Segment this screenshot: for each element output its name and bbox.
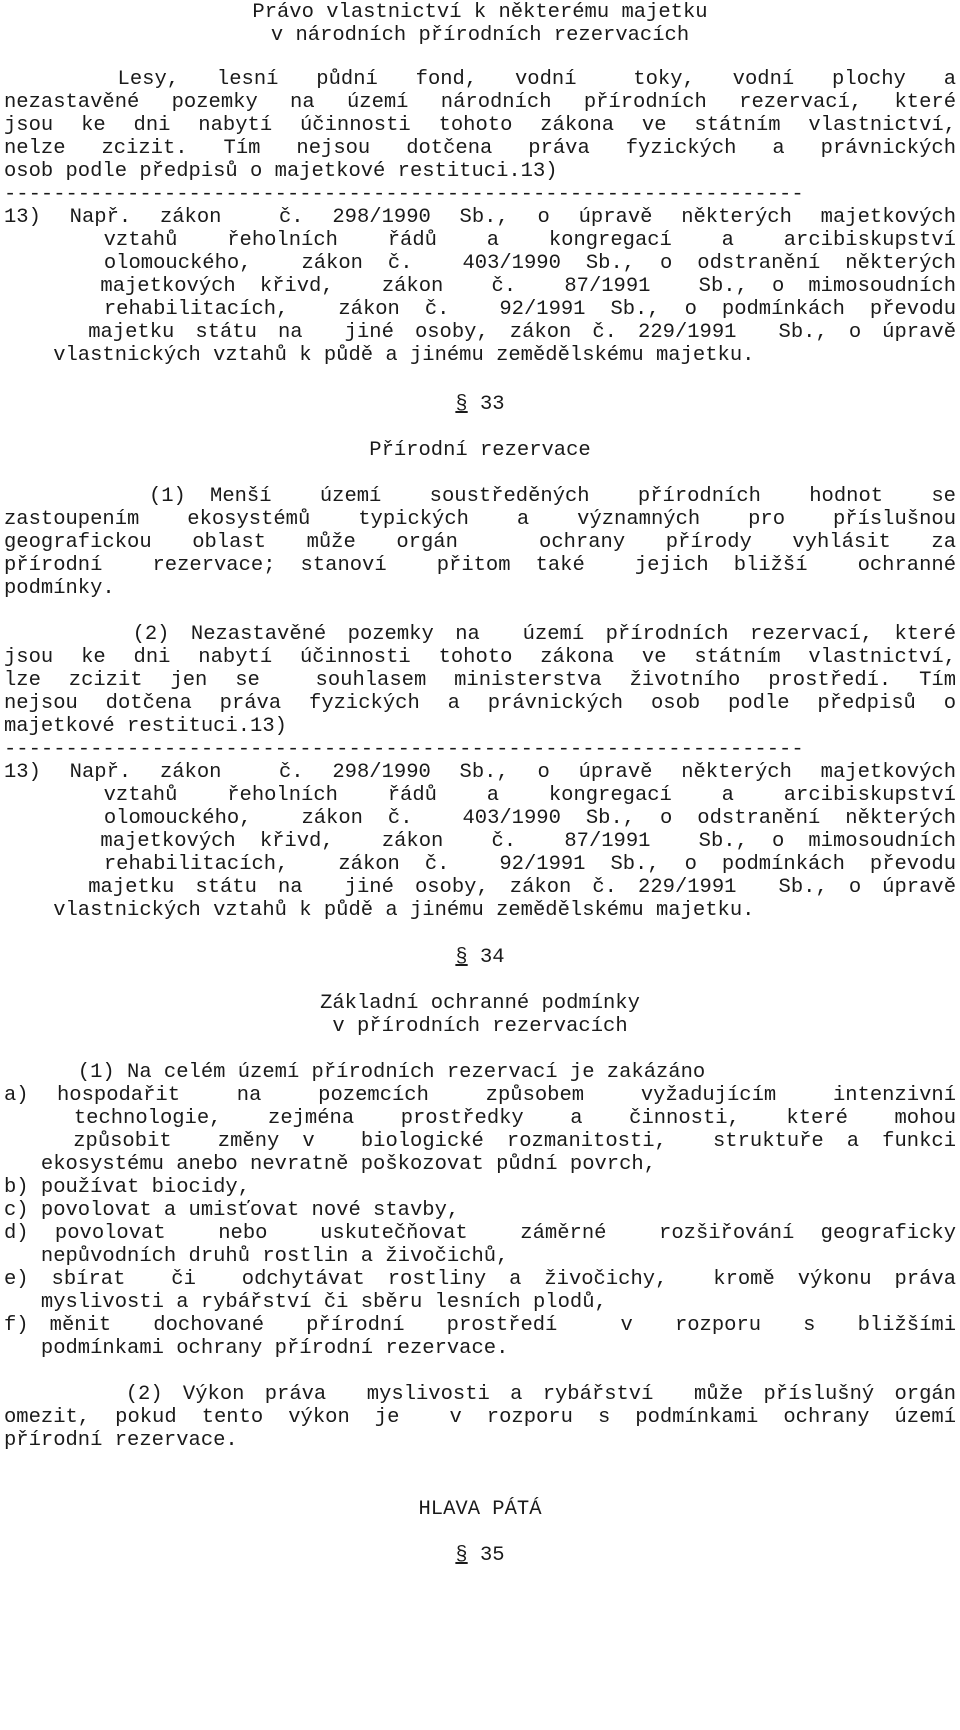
section-sign: § — [455, 946, 468, 969]
list-item-line: podmínkami ochrany přírodní rezervace. — [4, 1337, 509, 1360]
footnote-line: majetku státu na jiné osoby, zákon č. 229/1991 Sb., o úpravě — [4, 321, 956, 344]
footnote-line: olomouckého, zákon č. 403/1990 Sb., o odstranění některých — [4, 252, 956, 275]
footnote-line: olomouckého, zákon č. 403/1990 Sb., o odstranění některých — [4, 807, 956, 830]
section-title-line2: v národních přírodních rezervacích — [270, 24, 690, 47]
body-line: nezastavěné pozemky na území národních přírodních rezervací, které — [4, 91, 956, 114]
footnote-line: vlastnických vztahů k půdě a jinému zemědělskému majetku. — [4, 344, 755, 367]
list-item-line: e) sbírat či odchytávat rostliny a živočichy, kromě výkonu práva — [4, 1268, 956, 1291]
body-line: podmínky. — [4, 577, 115, 600]
paragraph-number-34 — [0, 945, 960, 970]
body-line: nelze zcizit. Tím nejsou dotčena práva fyzických a právnických — [4, 137, 956, 160]
list-item-line: b) používat biocidy, — [4, 1176, 251, 1199]
footnote-line: rehabilitacích, zákon č. 92/1991 Sb., o podmínkách převodu — [4, 853, 956, 876]
footnote-line: vztahů řeholních řádů a kongregací a arcibiskupství — [4, 229, 956, 252]
paragraph-number: 35 — [480, 1544, 505, 1567]
paragraph-number: 34 — [480, 946, 505, 969]
body-line: lze zcizit jen se souhlasem ministerstva životního prostředí. Tím — [4, 669, 956, 692]
list-item-line: myslivosti a rybářství či sběru lesních plodů, — [4, 1291, 607, 1314]
footnote-line: vztahů řeholních řádů a kongregací a arcibiskupství — [4, 784, 956, 807]
list-item-line: způsobit změny v biologické rozmanitosti, struktuře a funkci — [4, 1130, 956, 1153]
body-line: Lesy, lesní půdní fond, vodní toky, vodní plochy a — [4, 68, 956, 91]
footnote-line: 13) Např. zákon č. 298/1990 Sb., o úpravě některých majetkových — [4, 761, 956, 784]
body-line: osob podle předpisů o majetkové restituci.13) — [4, 160, 558, 183]
body-line: (1) Menší území soustředěných přírodních hodnot se — [4, 485, 956, 508]
body-line: majetkové restituci.13) — [4, 715, 287, 738]
body-line: omezit, pokud tento výkon je v rozporu s podmínkami ochrany území — [4, 1406, 956, 1429]
part-heading: HLAVA PÁTÁ — [418, 1498, 542, 1521]
footnote-line: vlastnických vztahů k půdě a jinému zemědělskému majetku. — [4, 899, 755, 922]
body-line: (1) Na celém území přírodních rezervací je zakázáno — [4, 1061, 706, 1084]
paragraph-title-34-line1: Základní ochranné podmínky — [320, 992, 640, 1015]
section-sign: § — [455, 393, 468, 416]
paragraph-number-33 — [0, 392, 960, 417]
list-item-line: d) povolovat nebo uskutečňovat záměrné rozšiřování geograficky — [4, 1222, 956, 1245]
footnote-line: rehabilitacích, zákon č. 92/1991 Sb., o podmínkách převodu — [4, 298, 956, 321]
list-item-line: ekosystému anebo nevratně poškozovat půdní povrch, — [4, 1153, 657, 1176]
footnote-line: 13) Např. zákon č. 298/1990 Sb., o úpravě některých majetkových — [4, 206, 956, 229]
footnote-separator: ----------------------------------------------------------------- — [4, 183, 804, 206]
list-item-line: c) povolovat a umisťovat nové stavby, — [4, 1199, 460, 1222]
body-line: zastoupením ekosystémů typických a významných pro příslušnou — [4, 508, 956, 531]
body-line: přírodní rezervace; stanoví přitom také jejich bližší ochranné — [4, 554, 956, 577]
list-item-line: technologie, zejména prostředky a činnosti, které mohou — [4, 1107, 956, 1130]
body-line: nejsou dotčena práva fyzických a právnických osob podle předpisů o — [4, 692, 956, 715]
body-line: geografickou oblast může orgán ochrany přírody vyhlásit za — [4, 531, 956, 554]
body-line: (2) Výkon práva myslivosti a rybářství může příslušný orgán — [4, 1383, 956, 1406]
body-line: jsou ke dni nabytí účinnosti tohoto zákona ve státním vlastnictví, — [4, 646, 956, 669]
footnote-separator: ----------------------------------------------------------------- — [4, 738, 804, 761]
list-item-line: a) hospodařit na pozemcích způsobem vyžadujícím intenzivní — [4, 1084, 956, 1107]
footnote-line: majetkových křivd, zákon č. 87/1991 Sb., o mimosoudních — [4, 830, 956, 853]
body-line: jsou ke dni nabytí účinnosti tohoto zákona ve státním vlastnictví, — [4, 114, 956, 137]
paragraph-title-34-line2: v přírodních rezervacích — [332, 1015, 628, 1038]
footnote-line: majetkových křivd, zákon č. 87/1991 Sb., o mimosoudních — [4, 275, 956, 298]
footnote-line: majetku státu na jiné osoby, zákon č. 229/1991 Sb., o úpravě — [4, 876, 956, 899]
section-sign: § — [455, 1544, 468, 1567]
body-line: (2) Nezastavěné pozemky na území přírodních rezervací, které — [4, 623, 956, 646]
list-item-line: nepůvodních druhů rostlin a živočichů, — [4, 1245, 509, 1268]
section-title-line1: Právo vlastnictví k některému majetku — [252, 1, 708, 24]
list-item-line: f) měnit dochované přírodní prostředí v rozporu s bližšími — [4, 1314, 956, 1337]
paragraph-title-33: Přírodní rezervace — [369, 439, 591, 462]
body-line: přírodní rezervace. — [4, 1429, 238, 1452]
paragraph-number: 33 — [480, 393, 505, 416]
paragraph-number-35 — [0, 1543, 960, 1568]
